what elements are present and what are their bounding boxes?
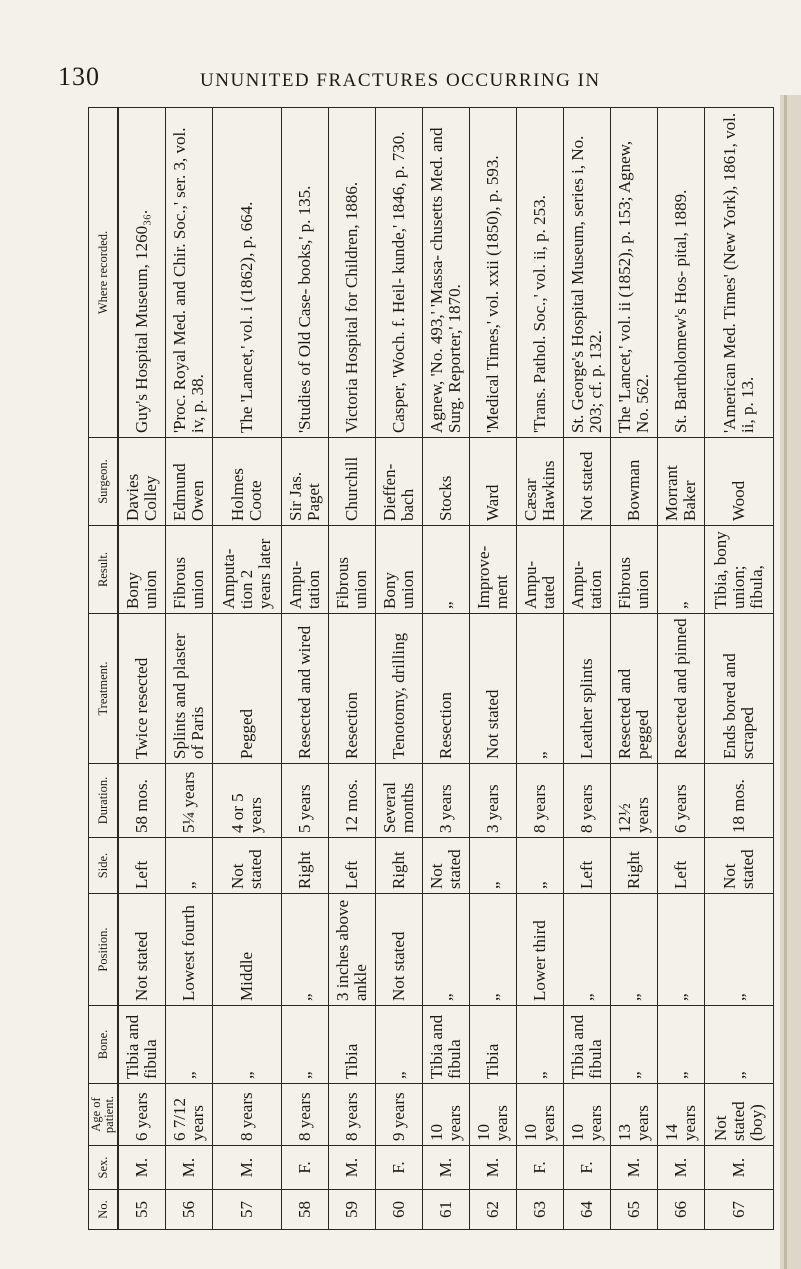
- cell-sex: M.: [118, 1146, 166, 1190]
- cell-treatment: Tenotomy, drilling: [375, 614, 422, 764]
- cell-bone: Tibia and fibula: [564, 1006, 611, 1084]
- cell-no: 64: [564, 1190, 611, 1230]
- table-frame: [88, 108, 774, 1230]
- col-header-sex: Sex.: [89, 1146, 119, 1190]
- cell-surgeon: Ward: [470, 438, 517, 526]
- cell-side: Right: [375, 838, 422, 894]
- cell-result: Amputa- tion 2 years later: [213, 526, 282, 614]
- page-number: 130: [58, 62, 100, 91]
- page-edge-line: [784, 95, 787, 1269]
- cell-position: „: [422, 894, 469, 1006]
- cell-treatment: Not stated: [470, 614, 517, 764]
- cell-position: „: [564, 894, 611, 1006]
- cell-sex: M.: [166, 1146, 213, 1190]
- cell-bone: Tibia: [470, 1006, 517, 1084]
- cell-result: Ampu- tated: [517, 526, 564, 614]
- cell-duration: 58 mos.: [118, 764, 166, 838]
- cell-age: 6 years: [118, 1084, 166, 1146]
- cell-surgeon: Churchill: [328, 438, 375, 526]
- cell-where: 'Studies of Old Case- books,' p. 135.: [281, 108, 328, 438]
- cell-sex: F.: [281, 1146, 328, 1190]
- cell-side: Not stated: [422, 838, 469, 894]
- cell-surgeon: Dieffen- bach: [375, 438, 422, 526]
- table-row: [658, 108, 705, 1230]
- cell-duration: 3 years: [470, 764, 517, 838]
- cell-treatment: Pegged: [213, 614, 282, 764]
- cell-result: Bony union: [375, 526, 422, 614]
- cell-bone: „: [281, 1006, 328, 1084]
- cell-where: The 'Lancet,' vol. i (1862), p. 664.: [213, 108, 282, 438]
- cell-age: 8 years: [213, 1084, 282, 1146]
- cell-no: 60: [375, 1190, 422, 1230]
- col-header-result: Result.: [89, 526, 119, 614]
- cell-no: 58: [281, 1190, 328, 1230]
- cell-age: 14 years: [658, 1084, 705, 1146]
- cell-where: St. George's Hospital Museum, series i, No. 203; cf. p. 132.: [564, 108, 611, 438]
- cell-position: Lower third: [517, 894, 564, 1006]
- cell-bone: „: [166, 1006, 213, 1084]
- cell-result: Ampu- tation: [281, 526, 328, 614]
- cell-result: Improve- ment: [470, 526, 517, 614]
- cell-bone: „: [517, 1006, 564, 1084]
- cell-sex: M.: [213, 1146, 282, 1190]
- cell-where: Victoria Hospital for Children, 1886.: [328, 108, 375, 438]
- cell-surgeon: Holmes Coote: [213, 438, 282, 526]
- cell-bone: „: [705, 1006, 774, 1084]
- cell-duration: 4 or 5 years: [213, 764, 282, 838]
- cell-sex: M.: [328, 1146, 375, 1190]
- cell-sex: M.: [422, 1146, 469, 1190]
- cell-side: „: [470, 838, 517, 894]
- cell-treatment: Resection: [422, 614, 469, 764]
- cell-treatment: Leather splints: [564, 614, 611, 764]
- running-title: UNUNITED FRACTURES OCCURRING IN: [200, 70, 601, 91]
- cell-age: 10 years: [517, 1084, 564, 1146]
- cell-position: „: [281, 894, 328, 1006]
- cell-where: 'Medical Times,' vol. xxii (1850), p. 593.: [470, 108, 517, 438]
- cell-duration: 5 years: [281, 764, 328, 838]
- running-head: [0, 62, 801, 102]
- cell-age: 9 years: [375, 1084, 422, 1146]
- cell-treatment: Twice resected: [118, 614, 166, 764]
- cell-duration: 5¼ years: [166, 764, 213, 838]
- col-header-age: Age of patient.: [89, 1084, 119, 1146]
- cell-no: 59: [328, 1190, 375, 1230]
- table-row: [470, 108, 517, 1230]
- cell-bone: Tibia: [328, 1006, 375, 1084]
- cell-duration: 8 years: [564, 764, 611, 838]
- cell-position: Middle: [213, 894, 282, 1006]
- cell-duration: 6 years: [658, 764, 705, 838]
- cell-age: 10 years: [422, 1084, 469, 1146]
- cell-where: Guy's Hospital Museum, 1260₃₆.: [118, 108, 166, 438]
- cell-treatment: „: [517, 614, 564, 764]
- cell-position: Lowest fourth: [166, 894, 213, 1006]
- table-row: [118, 108, 166, 1230]
- cell-where: Agnew, 'No. 493,' 'Massa- chusetts Med. and Surg. Reporter,' 1870.: [422, 108, 469, 438]
- cell-bone: „: [658, 1006, 705, 1084]
- cell-treatment: Splints and plaster of Paris: [166, 614, 213, 764]
- cell-treatment: Resection: [328, 614, 375, 764]
- cell-duration: 18 mos.: [705, 764, 774, 838]
- cell-position: Not stated: [375, 894, 422, 1006]
- table-row: [281, 108, 328, 1230]
- cell-bone: „: [611, 1006, 658, 1084]
- cell-position: „: [611, 894, 658, 1006]
- cell-sex: F.: [375, 1146, 422, 1190]
- cell-treatment: Resected and pegged: [611, 614, 658, 764]
- col-header-bone: Bone.: [89, 1006, 119, 1084]
- cell-bone: Tibia and fibula: [118, 1006, 166, 1084]
- cell-age: 8 years: [328, 1084, 375, 1146]
- rotated-table-container: [88, 108, 774, 1230]
- cell-surgeon: Davies Colley: [118, 438, 166, 526]
- cell-surgeon: Cæsar Hawkins: [517, 438, 564, 526]
- table-row: [213, 108, 282, 1230]
- cell-result: Ampu- tation: [564, 526, 611, 614]
- cell-side: Right: [611, 838, 658, 894]
- cell-result: „: [658, 526, 705, 614]
- table-row: [328, 108, 375, 1230]
- cell-surgeon: Stocks: [422, 438, 469, 526]
- cell-where: Casper, 'Woch. f. Heil- kunde,' 1846, p. 730.: [375, 108, 422, 438]
- cell-age: 6 7/12 years: [166, 1084, 213, 1146]
- cell-result: Fibrous union: [611, 526, 658, 614]
- table-row: [375, 108, 422, 1230]
- table-row: [705, 108, 774, 1230]
- cell-surgeon: Sir Jas. Paget: [281, 438, 328, 526]
- fracture-cases-table: [88, 107, 774, 1230]
- cell-sex: M.: [705, 1146, 774, 1190]
- cell-side: „: [517, 838, 564, 894]
- cell-sex: M.: [658, 1146, 705, 1190]
- col-header-surgeon: Surgeon.: [89, 438, 119, 526]
- cell-surgeon: Wood: [705, 438, 774, 526]
- cell-position: „: [705, 894, 774, 1006]
- cell-no: 61: [422, 1190, 469, 1230]
- col-header-position: Position.: [89, 894, 119, 1006]
- cell-side: Left: [658, 838, 705, 894]
- cell-duration: Several months: [375, 764, 422, 838]
- cell-duration: 12½ years: [611, 764, 658, 838]
- cell-duration: 3 years: [422, 764, 469, 838]
- col-header-side: Side.: [89, 838, 119, 894]
- cell-duration: 12 mos.: [328, 764, 375, 838]
- cell-where: 'Trans. Pathol. Soc.,' vol. ii, p. 253.: [517, 108, 564, 438]
- cell-age: 8 years: [281, 1084, 328, 1146]
- table-row: [422, 108, 469, 1230]
- cell-side: Left: [564, 838, 611, 894]
- col-header-treatment: Treatment.: [89, 614, 119, 764]
- cell-treatment: Resected and wired: [281, 614, 328, 764]
- cell-sex: M.: [611, 1146, 658, 1190]
- header-row: [89, 108, 119, 1230]
- cell-where: St. Bartholomew's Hos- pital, 1889.: [658, 108, 705, 438]
- cell-treatment: Ends bored and scraped: [705, 614, 774, 764]
- cell-side: „: [166, 838, 213, 894]
- cell-where: 'Proc. Royal Med. and Chir. Soc.,' ser. 3, vol. iv, p. 38.: [166, 108, 213, 438]
- cell-surgeon: Edmund Owen: [166, 438, 213, 526]
- cell-age: Not stated (boy): [705, 1084, 774, 1146]
- cell-no: 56: [166, 1190, 213, 1230]
- cell-position: Not stated: [118, 894, 166, 1006]
- cell-result: Bony union: [118, 526, 166, 614]
- cell-age: 10 years: [470, 1084, 517, 1146]
- cell-duration: 8 years: [517, 764, 564, 838]
- cell-age: 10 years: [564, 1084, 611, 1146]
- cell-no: 55: [118, 1190, 166, 1230]
- col-header-where: Where recorded.: [89, 108, 119, 438]
- cell-result: Fibrous union: [166, 526, 213, 614]
- col-header-no: No.: [89, 1190, 119, 1230]
- cell-no: 65: [611, 1190, 658, 1230]
- table-row: [166, 108, 213, 1230]
- cell-result: „: [422, 526, 469, 614]
- cell-side: Left: [328, 838, 375, 894]
- cell-no: 67: [705, 1190, 774, 1230]
- cell-sex: F.: [517, 1146, 564, 1190]
- cell-side: Not stated: [705, 838, 774, 894]
- cell-no: 66: [658, 1190, 705, 1230]
- cell-no: 63: [517, 1190, 564, 1230]
- cell-where: 'American Med. Times' (New York), 1861, vol. ii, p. 13.: [705, 108, 774, 438]
- col-header-duration: Duration.: [89, 764, 119, 838]
- cell-sex: M.: [470, 1146, 517, 1190]
- cell-age: 13 years: [611, 1084, 658, 1146]
- cell-position: „: [658, 894, 705, 1006]
- cell-bone: „: [375, 1006, 422, 1084]
- cell-position: 3 inches above ankle: [328, 894, 375, 1006]
- cell-no: 57: [213, 1190, 282, 1230]
- table-row: [611, 108, 658, 1230]
- cell-bone: Tibia and fibula: [422, 1006, 469, 1084]
- cell-sex: F.: [564, 1146, 611, 1190]
- cell-result: Tibia, bony union; fibula,: [705, 526, 774, 614]
- cell-surgeon: Morrant Baker: [658, 438, 705, 526]
- cell-side: Right: [281, 838, 328, 894]
- cell-side: Left: [118, 838, 166, 894]
- cell-result: Fibrous union: [328, 526, 375, 614]
- cell-position: „: [470, 894, 517, 1006]
- cell-where: The 'Lancet,' vol. ii (1852), p. 153; Agnew, No. 562.: [611, 108, 658, 438]
- table-row: [517, 108, 564, 1230]
- cell-treatment: Resected and pinned: [658, 614, 705, 764]
- cell-surgeon: Bowman: [611, 438, 658, 526]
- cell-surgeon: Not stated: [564, 438, 611, 526]
- cell-side: Not stated: [213, 838, 282, 894]
- table-row: [564, 108, 611, 1230]
- cell-bone: „: [213, 1006, 282, 1084]
- cell-no: 62: [470, 1190, 517, 1230]
